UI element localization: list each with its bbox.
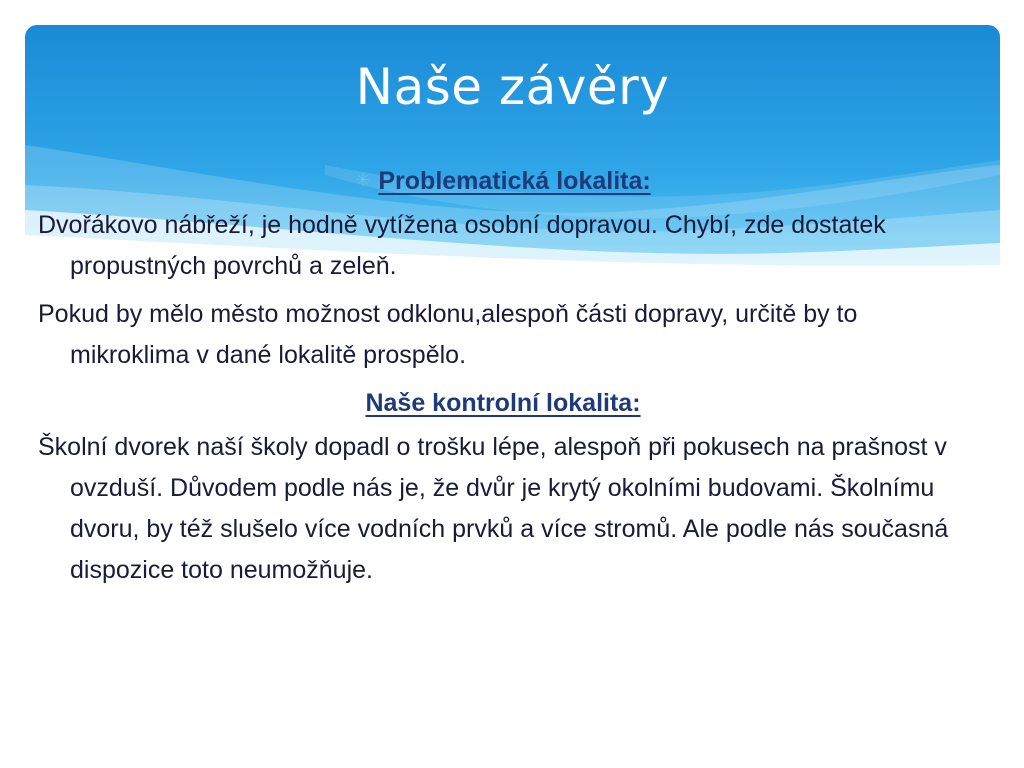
section-heading-control [38,383,968,424]
section-heading-text: Problematická lokalita: [378,167,651,195]
paragraph-dvorakovo: Dvořákovo nábřeží, je hodně vytížena osobní dopravou. Chybí, zde dostatek propustných povrchů a zeleň. [38,211,886,280]
paragraph-traffic-diversion: Pokud by mělo město možnost odklonu,alespoň části dopravy, určitě by to mikroklima v dané lokalitě prospělo. [38,300,858,369]
star-bullet-icon: ✳ [355,170,371,190]
slide-content [38,160,968,598]
slide-title: Naše závěry [355,58,670,116]
paragraph-school-yard: Školní dvorek naší školy dopadl o trošku lépe, alespoň při pokusech na prašnost v ovzduší. Důvodem podle nás je, že dvůr je krytý okolními budovami. Školnímu dvoru, by též slušelo více vodních prvků a více stromů. Ale podle nás současná dispozice toto neumožňuje. [38,433,949,584]
section-heading-text: Naše kontrolní lokalita: [365,389,641,417]
section-heading-problem [38,160,968,202]
